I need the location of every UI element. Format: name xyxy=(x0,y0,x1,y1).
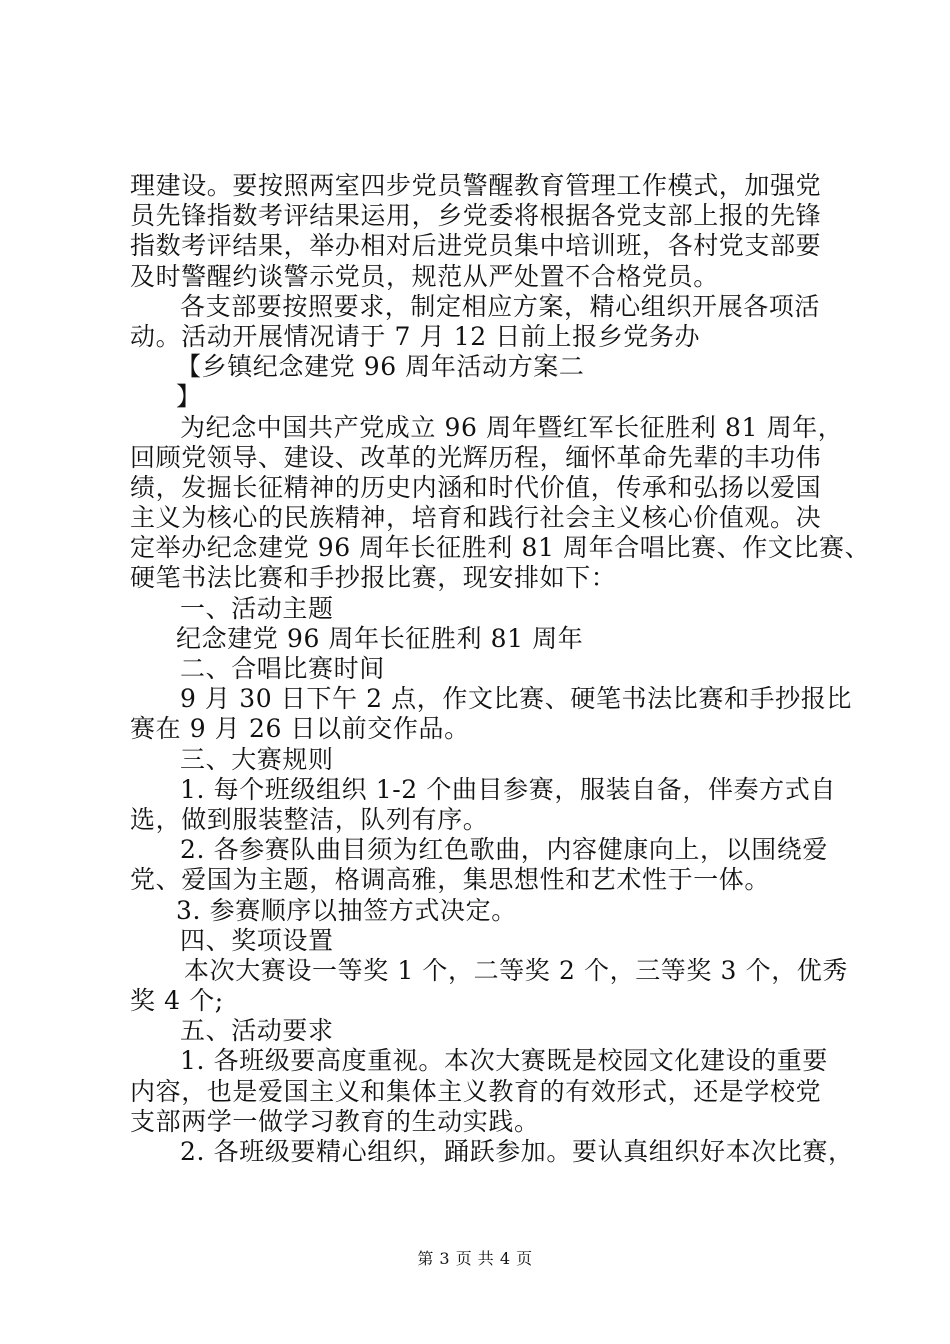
text-line: 选，做到服装整洁，队列有序。 xyxy=(130,804,489,834)
text-line: 一、活动主题 xyxy=(180,593,334,623)
text-line: 1. 每个班级组织 1-2 个曲目参赛，服装自备，伴奏方式自 xyxy=(180,774,836,804)
text-line: 奖 4 个; xyxy=(130,986,224,1016)
text-line: 动。活动开展情况请于 7 月 12 日前上报乡党务办 xyxy=(130,321,701,351)
text-line: 纪念建党 96 周年长征胜利 81 周年 xyxy=(176,623,584,653)
text-line: 理建设。要按照两室四步党员警醒教育管理工作模式，加强党 xyxy=(130,171,822,200)
text-line: 各支部要按照要求，制定相应方案，精心组织开展各项活 xyxy=(180,291,821,321)
text-line: 指数考评结果，举办相对后进党员集中培训班，各村党支部要 xyxy=(130,231,822,261)
text-line: 内容，也是爱国主义和集体主义教育的有效形式，还是学校党 xyxy=(130,1076,822,1106)
text-line: 2. 各参赛队曲目须为红色歌曲，内容健康向上，以围绕爱 xyxy=(180,835,829,865)
text-line: 【乡镇纪念建党 96 周年活动方案二 xyxy=(176,352,585,382)
text-line: 定举办纪念建党 96 周年长征胜利 81 周年合唱比赛、作文比赛、 xyxy=(130,533,871,563)
text-line: 二、合唱比赛时间 xyxy=(180,654,385,683)
text-line: 三、大赛规则 xyxy=(180,744,334,774)
page-footer xyxy=(0,1246,950,1269)
text-line: 2. 各班级要精心组织，踊跃参加。要认真组织好本次比赛， xyxy=(180,1137,854,1166)
text-line: 员先锋指数考评结果运用，乡党委将根据各党支部上报的先锋 xyxy=(130,201,822,231)
document-body xyxy=(130,171,871,1167)
text-line: 支部两学一做学习教育的生动实践。 xyxy=(130,1106,540,1136)
text-line: 赛在 9 月 26 日以前交作品。 xyxy=(130,714,470,744)
text-line: 1. 各班级要高度重视。本次大赛既是校园文化建设的重要 xyxy=(180,1046,829,1076)
text-line: 及时警醒约谈警示党员，规范从严处置不合格党员。 xyxy=(130,261,719,291)
text-line: 硬笔书法比赛和手抄报比赛，现安排如下： xyxy=(130,563,617,593)
text-line: 回顾党领导、建设、改革的光辉历程，缅怀革命先辈的丰功伟 xyxy=(130,442,822,472)
text-line: 绩，发掘长征精神的历史内涵和时代价值，传承和弘扬以爱国 xyxy=(130,472,822,502)
text-line: 四、奖项设置 xyxy=(180,925,334,955)
page-number-label: 第 3 页 共 4 页 xyxy=(417,1249,533,1268)
text-line: 】 xyxy=(176,382,202,412)
text-line: 为纪念中国共产党成立 96 周年暨红军长征胜利 81 周年， xyxy=(180,412,844,442)
text-line: 党、爱国为主题，格调高雅，集思想性和艺术性于一体。 xyxy=(130,865,771,895)
text-line: 3. 参赛顺序以抽签方式决定。 xyxy=(176,895,517,925)
text-line: 本次大赛设一等奖 1 个，二等奖 2 个，三等奖 3 个，优秀 xyxy=(184,955,848,985)
text-line: 9 月 30 日下午 2 点，作文比赛、硬笔书法比赛和手抄报比 xyxy=(180,684,852,714)
text-line: 五、活动要求 xyxy=(180,1016,334,1046)
text-line: 主义为核心的民族精神，培育和践行社会主义核心价值观。决 xyxy=(130,503,822,533)
